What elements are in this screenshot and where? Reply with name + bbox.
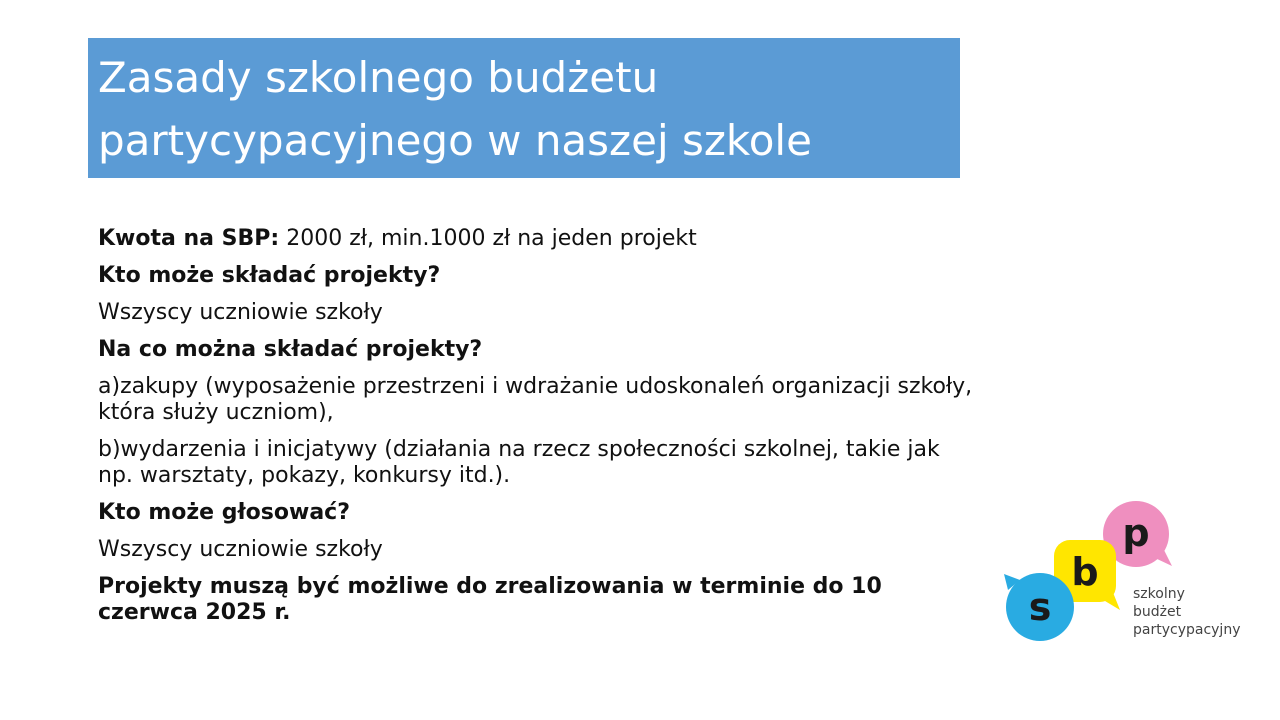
answer-who-submit: Wszyscy uczniowie szkoły	[98, 300, 383, 325]
question-who-submit: Kto może składać projekty?	[98, 263, 441, 288]
logo-letter-p: p	[1122, 511, 1150, 555]
slide-body	[98, 226, 978, 637]
question-who-vote: Kto może głosować?	[98, 500, 350, 525]
question-what: Na co można składać projekty?	[98, 337, 483, 362]
logo-letter-b: b	[1071, 550, 1099, 594]
logo-caption-line-1: szkolny	[1133, 586, 1185, 602]
answer-what-purchases: a)zakupy (wyposażenie przestrzeni i wdrażanie udoskonaleń organizacji szkoły, która służy uczniom),	[98, 374, 973, 425]
answer-who-vote: Wszyscy uczniowie szkoły	[98, 537, 383, 562]
sbp-logo	[1000, 498, 1260, 648]
amount-label: Kwota na SBP:	[98, 226, 280, 251]
title-line-2: partycypacyjnego w naszej szkole	[98, 116, 812, 165]
amount-value: 2000 zł, min.1000 zł na jeden projekt	[279, 226, 697, 251]
deadline-paragraph: Projekty muszą być możliwe do zrealizowania w terminie do 10 czerwca 2025 r.	[98, 574, 882, 625]
slide-title	[88, 38, 960, 178]
logo-bubble-s	[1004, 573, 1074, 641]
logo-caption-line-3: partycypacyjny	[1133, 622, 1241, 638]
logo-caption-line-2: budżet	[1133, 604, 1182, 620]
title-line-1: Zasady szkolnego budżetu	[98, 53, 659, 102]
answer-what-events: b)wydarzenia i inicjatywy (działania na rzecz społeczności szkolnej, takie jak np. warsztaty, pokazy, konkursy itd.).	[98, 437, 940, 488]
amount-paragraph	[98, 226, 978, 252]
logo-letter-s: s	[1028, 585, 1052, 629]
